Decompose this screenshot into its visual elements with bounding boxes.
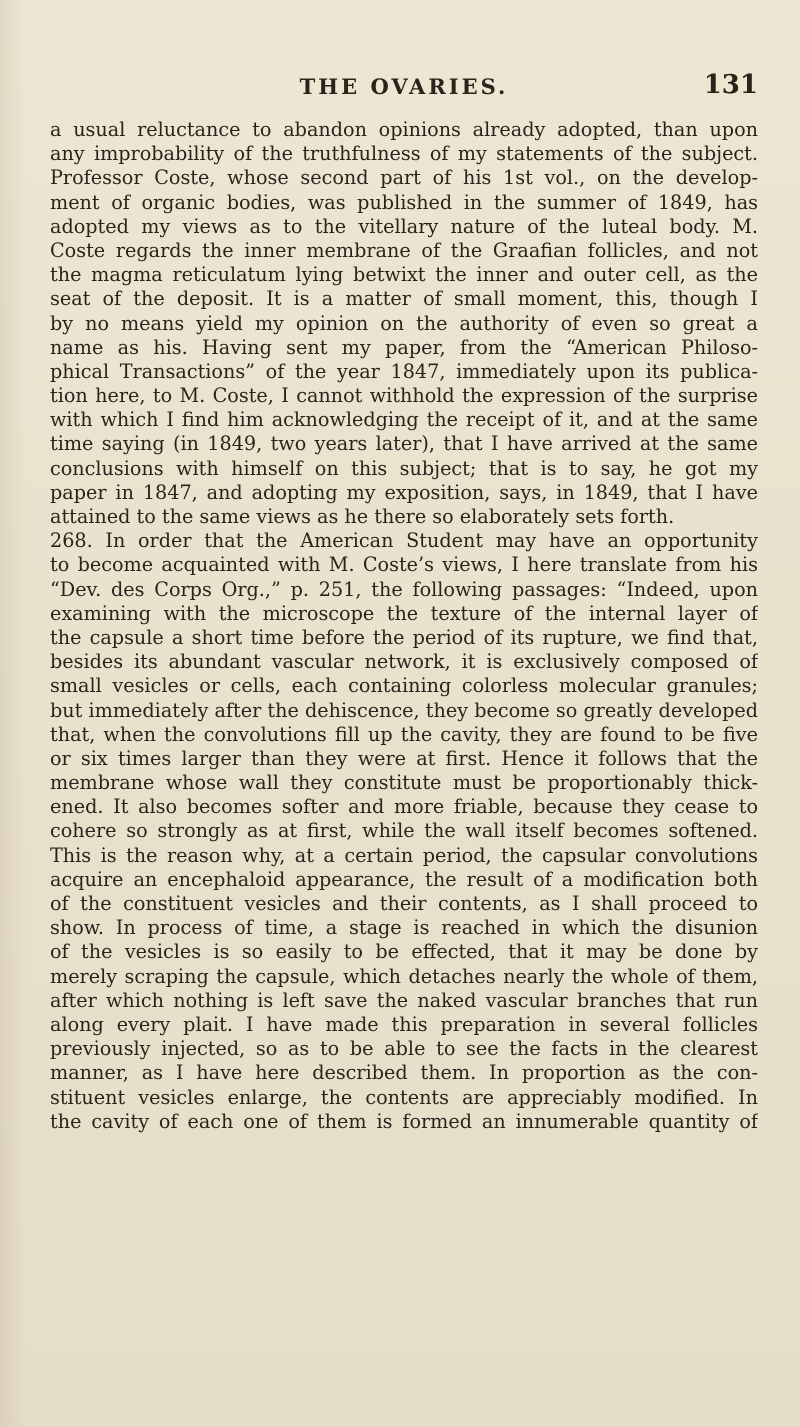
text-line: to become acquainted with M. Coste’s views, I here translate from his <box>50 553 758 577</box>
text-line: manner, as I have here described them. In proportion as the con- <box>50 1061 758 1085</box>
text-line: a usual reluctance to abandon opinions already adopted, than upon <box>50 118 758 141</box>
text-line: the magma reticulatum lying betwixt the inner and outer cell, as the <box>50 263 758 287</box>
text-line: name as his. Having sent my paper, from the “American Philoso- <box>50 335 758 359</box>
text-line: tion here, to M. Coste, I cannot withhold the expression of the surprise <box>50 384 758 408</box>
text-line: along every plait. I have made this preparation in several follicles <box>50 1012 758 1036</box>
text-line: time saying (in 1849, two years later), that I have arrived at the same <box>50 432 758 456</box>
text-line: small vesicles or cells, each containing colorless molecular granules; <box>50 674 758 698</box>
text-line: ment of organic bodies, was published in the summer of 1849, has <box>50 190 758 214</box>
text-line: with which I find him acknowledging the receipt of it, and at the same <box>50 408 758 432</box>
text-line: “Dev. des Corps Org.,” p. 251, the following passages: “Indeed, upon <box>50 577 758 601</box>
text-line: show. In process of time, a stage is reached in which the disunion <box>50 916 758 940</box>
text-line: stituent vesicles enlarge, the contents are appreciably modified. In <box>50 1085 758 1109</box>
text-line: This is the reason why, at a certain period, the capsular convolutions <box>50 843 758 867</box>
text-line: ened. It also becomes softer and more friable, because they cease to <box>50 795 758 819</box>
text-line: the capsule a short time before the period of its rupture, we find that, <box>50 625 758 649</box>
text-line: of the constituent vesicles and their contents, as I shall proceed to <box>50 892 758 915</box>
running-head: THE OVARIES. <box>299 74 509 99</box>
text-line: examining with the microscope the texture of the internal layer of <box>50 601 758 625</box>
text-line: acquire an encephaloid appearance, the result of a modification both <box>50 867 758 891</box>
text-line: besides its abundant vascular network, it is exclusively composed of <box>50 650 758 674</box>
page-header <box>50 70 758 108</box>
text-line: attained to the same views as he there so elaborately sets forth. <box>50 505 675 528</box>
text-line: membrane whose wall they constitute must be proportionably thick- <box>50 771 758 795</box>
text-line: paper in 1847, and adopting my exposition, says, in 1849, that I have <box>50 480 758 504</box>
text-line: previously injected, so as to be able to see the facts in the clearest <box>50 1037 758 1061</box>
text-line: by no means yield my opinion on the authority of even so great a <box>50 311 758 335</box>
text-line: that, when the convolutions fill up the cavity, they are found to be five <box>50 722 758 746</box>
text-line: the cavity of each one of them is formed an innumerable quantity of <box>50 1109 758 1133</box>
text-line: cohere so strongly as at first, while the wall itself becomes softened. <box>50 819 758 843</box>
text-line: or six times larger than they were at first. Hence it follows that the <box>50 746 758 770</box>
text-line: adopted my views as to the vitellary nature of the luteal body. M. <box>50 214 758 238</box>
text-line: seat of the deposit. It is a matter of small moment, this, though I <box>50 287 758 311</box>
text-line: any improbability of the truthfulness of my statements of the subject. <box>50 142 758 166</box>
page-number: 131 <box>703 70 758 100</box>
text-line: merely scraping the capsule, which detaches nearly the whole of them, <box>50 964 758 988</box>
body-text <box>50 118 758 1134</box>
text-line: 268. In order that the American Student may have an opportunity <box>50 529 758 553</box>
text-line: but immediately after the dehiscence, they become so greatly developed <box>50 698 758 722</box>
text-line: Professor Coste, whose second part of his 1st vol., on the develop- <box>50 166 758 190</box>
text-line: phical Transactions” of the year 1847, immediately upon its publica- <box>50 359 758 383</box>
text-line: of the vesicles is so easily to be effected, that it may be done by <box>50 940 758 964</box>
text-line: after which nothing is left save the naked vascular branches that run <box>50 988 758 1012</box>
text-line: conclusions with himself on this subject; that is to say, he got my <box>50 456 758 480</box>
text-line: Coste regards the inner membrane of the Graafian follicles, and not <box>50 238 758 262</box>
